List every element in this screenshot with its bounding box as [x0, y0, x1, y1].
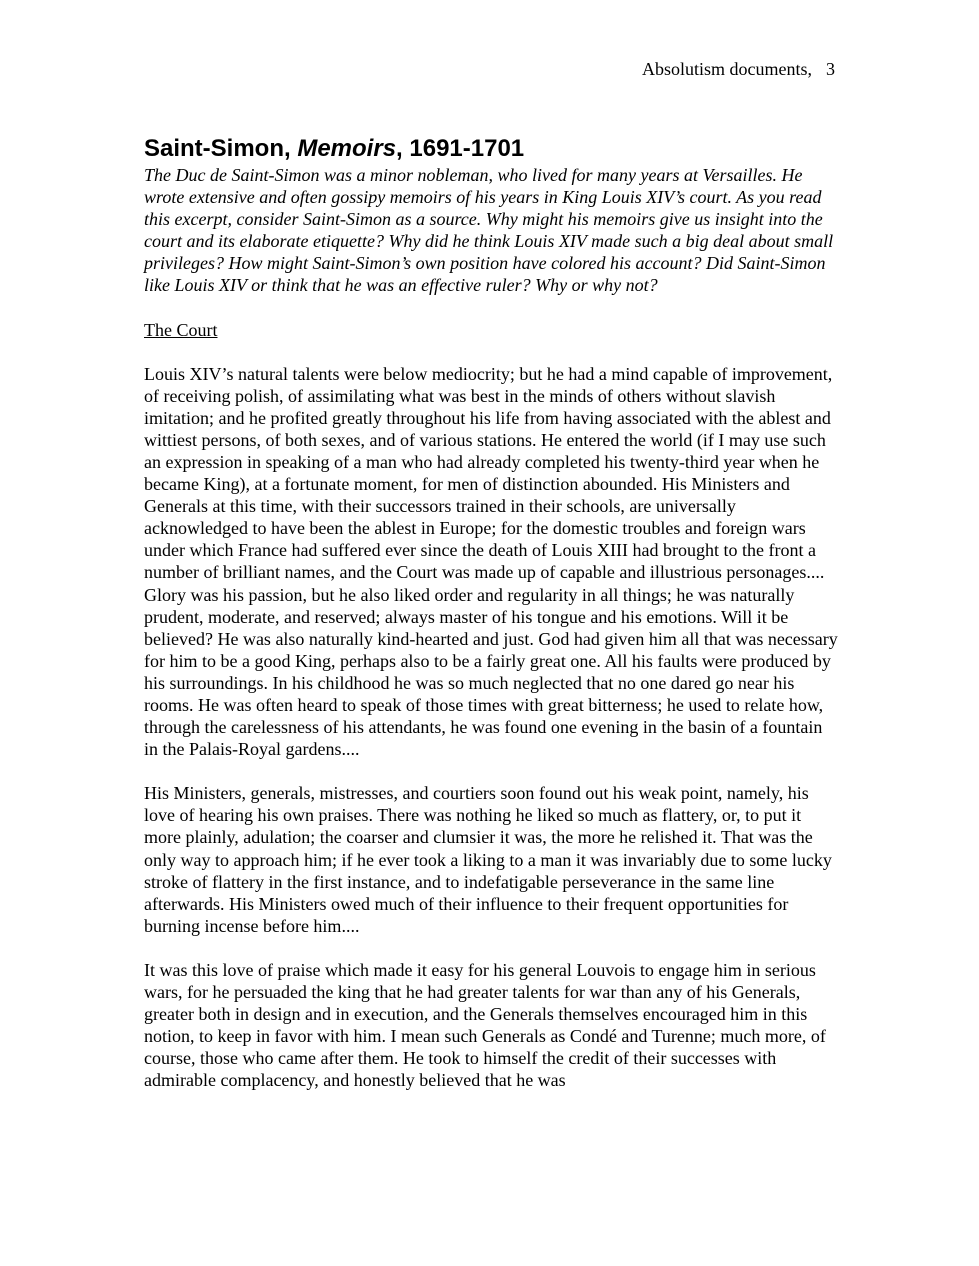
- body-paragraph: His Ministers, generals, mistresses, and courtiers soon found out his weak point, namely, his love of hearing his own praises. There was nothing he liked so much as flattery, or, to put it more plainly, adulation; the coarser and clumsier it was, the more he relished it. That was the only way to approach him; if he ever took a liking to a man it was invariably due to some lucky stroke of flattery in the first instance, and to indefatigable perseverance in the same line afterwards. His Ministers owed much of their influence to their frequent opportunities for burning incense before him....: [144, 783, 832, 936]
- document-body: [144, 134, 839, 1113]
- title-suffix: , 1691-1701: [396, 135, 525, 162]
- title-italic: Memoirs: [297, 135, 397, 162]
- section-heading: The Court: [144, 319, 218, 340]
- body-paragraph: Louis XIV’s natural talents were below mediocrity; but he had a mind capable of improvement, of receiving polish, of assimilating what was best in the minds of others without slavish imitation; and he profited greatly throughout his life from having associated with the ablest and wittiest persons, of both sexes, and of various stations. He entered the world (if I may use such an expression in speaking of a man who had already completed his twenty-third year when he became King), at a fortunate moment, for men of distinction abounded. His Ministers and Generals at this time, with their successors trained in their schools, are universally acknowledged to have been the ablest in Europe; for the domestic troubles and foreign wars under which France had suffered ever since the death of Louis XIII had brought to the front a number of brilliant names, and the Court was made up of capable and illustrious personages.... Glory was his passion, but he also liked order and regularity in all things; he was naturally prudent, moderate, and reserved; always master of his tongue and his emotions. Will it be believed? He was also naturally kind-hearted and just. God had given him all that was necessary for him to be a good King, perhaps also to be a fairly great one. All his faults were produced by his surroundings. In his childhood he was so much neglected that no one dared go near his rooms. He was often heard to speak of those times with great bitterness; he used to relate how, through the carelessness of his attendants, he was found one evening in the basin of a fountain in the Palais-Royal gardens....: [144, 363, 838, 760]
- intro-paragraph: The Duc de Saint-Simon was a minor nobleman, who lived for many years at Versailles. He wrote extensive and often gossipy memoirs of his years in King Louis XIV’s court. As you read this excerpt, consider Saint-Simon as a source. Why might his memoirs give us insight into the court and its elaborate etiquette? Why did he think Louis XIV made such a big deal about small privileges? How might Saint-Simon’s own position have colored his account? Did Saint-Simon like Louis XIV or think that he was an effective ruler? Why or why not?: [144, 165, 834, 296]
- title-prefix: Saint-Simon,: [144, 135, 298, 162]
- page-number: 3: [826, 59, 835, 79]
- running-header: [642, 58, 835, 80]
- document-title: [144, 134, 839, 164]
- body-paragraph: It was this love of praise which made it easy for his general Louvois to engage him in serious wars, for he persuaded the king that he had greater talents for war than any of his Generals, greater both in design and in execution, and the Generals themselves encouraged him in this notion, to keep in favor with him. I mean such Generals as Condé and Turenne; much more, of course, those who came after them. He took to himself the credit of their successes with admirable complacency, and honestly believed that he was: [144, 959, 826, 1091]
- running-header-title: Absolutism documents,: [642, 59, 812, 79]
